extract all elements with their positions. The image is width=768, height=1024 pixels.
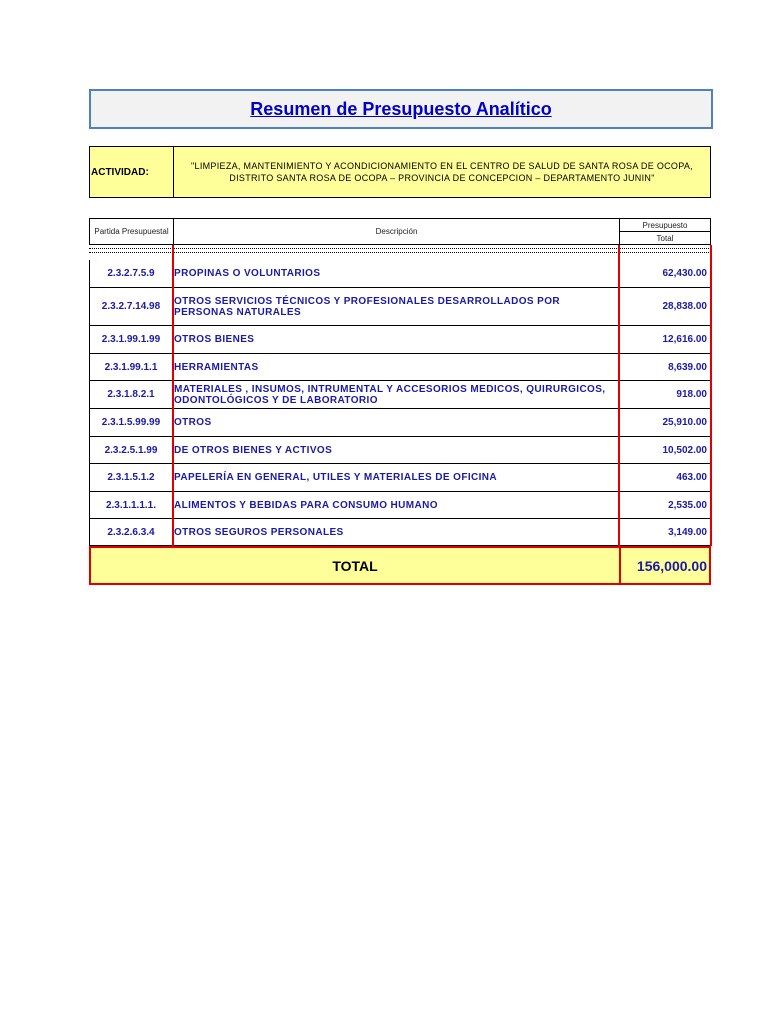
row-description: ALIMENTOS Y BEBIDAS PARA CONSUMO HUMANO <box>174 499 438 511</box>
row-amount: 2,535.00 <box>668 499 707 511</box>
red-column-divider <box>618 245 620 546</box>
table-left-border <box>89 260 90 546</box>
row-code: 2.3.2.7.14.98 <box>101 301 161 312</box>
row-code: 2.3.2.7.5.9 <box>107 268 155 279</box>
row-description: DE OTROS BIENES Y ACTIVOS <box>174 444 333 456</box>
header-partida: Partida Presupuestal <box>90 219 174 244</box>
row-amount: 3,149.00 <box>668 526 707 538</box>
row-description: OTROS SEGUROS PERSONALES <box>174 526 344 538</box>
row-code: 2.3.1.5.99.99 <box>101 417 161 428</box>
page-title: Resumen de Presupuesto Analítico <box>250 98 552 119</box>
row-amount: 12,616.00 <box>662 334 707 345</box>
activity-label: ACTIVIDAD: <box>90 147 174 197</box>
header-descripcion: Descripción <box>174 219 620 244</box>
row-code: 2.3.1.99.1.99 <box>101 334 161 345</box>
row-amount: 8,639.00 <box>668 361 707 373</box>
row-amount: 918.00 <box>676 389 707 400</box>
row-description: OTROS SERVICIOS TÉCNICOS Y PROFESIONALES DESARROLLADOS POR PERSONAS NATURALES <box>174 295 561 318</box>
row-code: 2.3.2.6.3.4 <box>107 526 155 538</box>
total-amount: 156,000.00 <box>636 557 707 574</box>
red-column-divider <box>172 245 174 546</box>
row-code: 2.3.1.8.2.1 <box>107 389 155 400</box>
row-amount: 62,430.00 <box>662 268 707 279</box>
row-description: PROPINAS O VOLUNTARIOS <box>174 268 321 279</box>
row-description: OTROS <box>174 417 212 428</box>
row-code: 2.3.1.5.1.2 <box>107 472 155 483</box>
row-amount: 10,502.00 <box>662 444 707 456</box>
row-description: HERRAMIENTAS <box>174 361 259 373</box>
row-description: OTROS BIENES <box>174 334 255 345</box>
row-code: 2.3.1.99.1.1 <box>104 361 158 373</box>
row-amount: 463.00 <box>676 472 707 483</box>
row-code: 2.3.2.5.1.99 <box>104 444 158 456</box>
table-right-border <box>710 245 712 546</box>
activity-box <box>89 146 711 198</box>
row-code: 2.3.1.1.1.1. <box>105 499 157 511</box>
total-row <box>89 546 711 585</box>
activity-text: "LIMPIEZA, MANTENIMIENTO Y ACONDICIONAMIENTO EN EL CENTRO DE SALUD DE SANTA ROSA DE OCOPA, DISTRITO SANTA ROSA DE OCOPA – PROVINCIA DE CONCEPCION – DEPARTAMENTO JUNIN" <box>191 161 693 183</box>
row-amount: 25,910.00 <box>662 417 707 428</box>
row-amount: 28,838.00 <box>662 301 707 312</box>
row-description: PAPELERÍA EN GENERAL, UTILES Y MATERIALES DE OFICINA <box>174 472 498 483</box>
table-header <box>89 218 711 245</box>
header-presupuesto: Presupuesto <box>620 219 710 232</box>
total-label: TOTAL <box>332 557 378 574</box>
header-total: Total <box>656 233 674 243</box>
row-description: MATERIALES , INSUMOS, INTRUMENTAL Y ACCESORIOS MEDICOS, QUIRURGICOS, ODONTOLÓGICOS Y DE LABORATORIO <box>174 383 606 406</box>
title-box <box>89 89 713 129</box>
